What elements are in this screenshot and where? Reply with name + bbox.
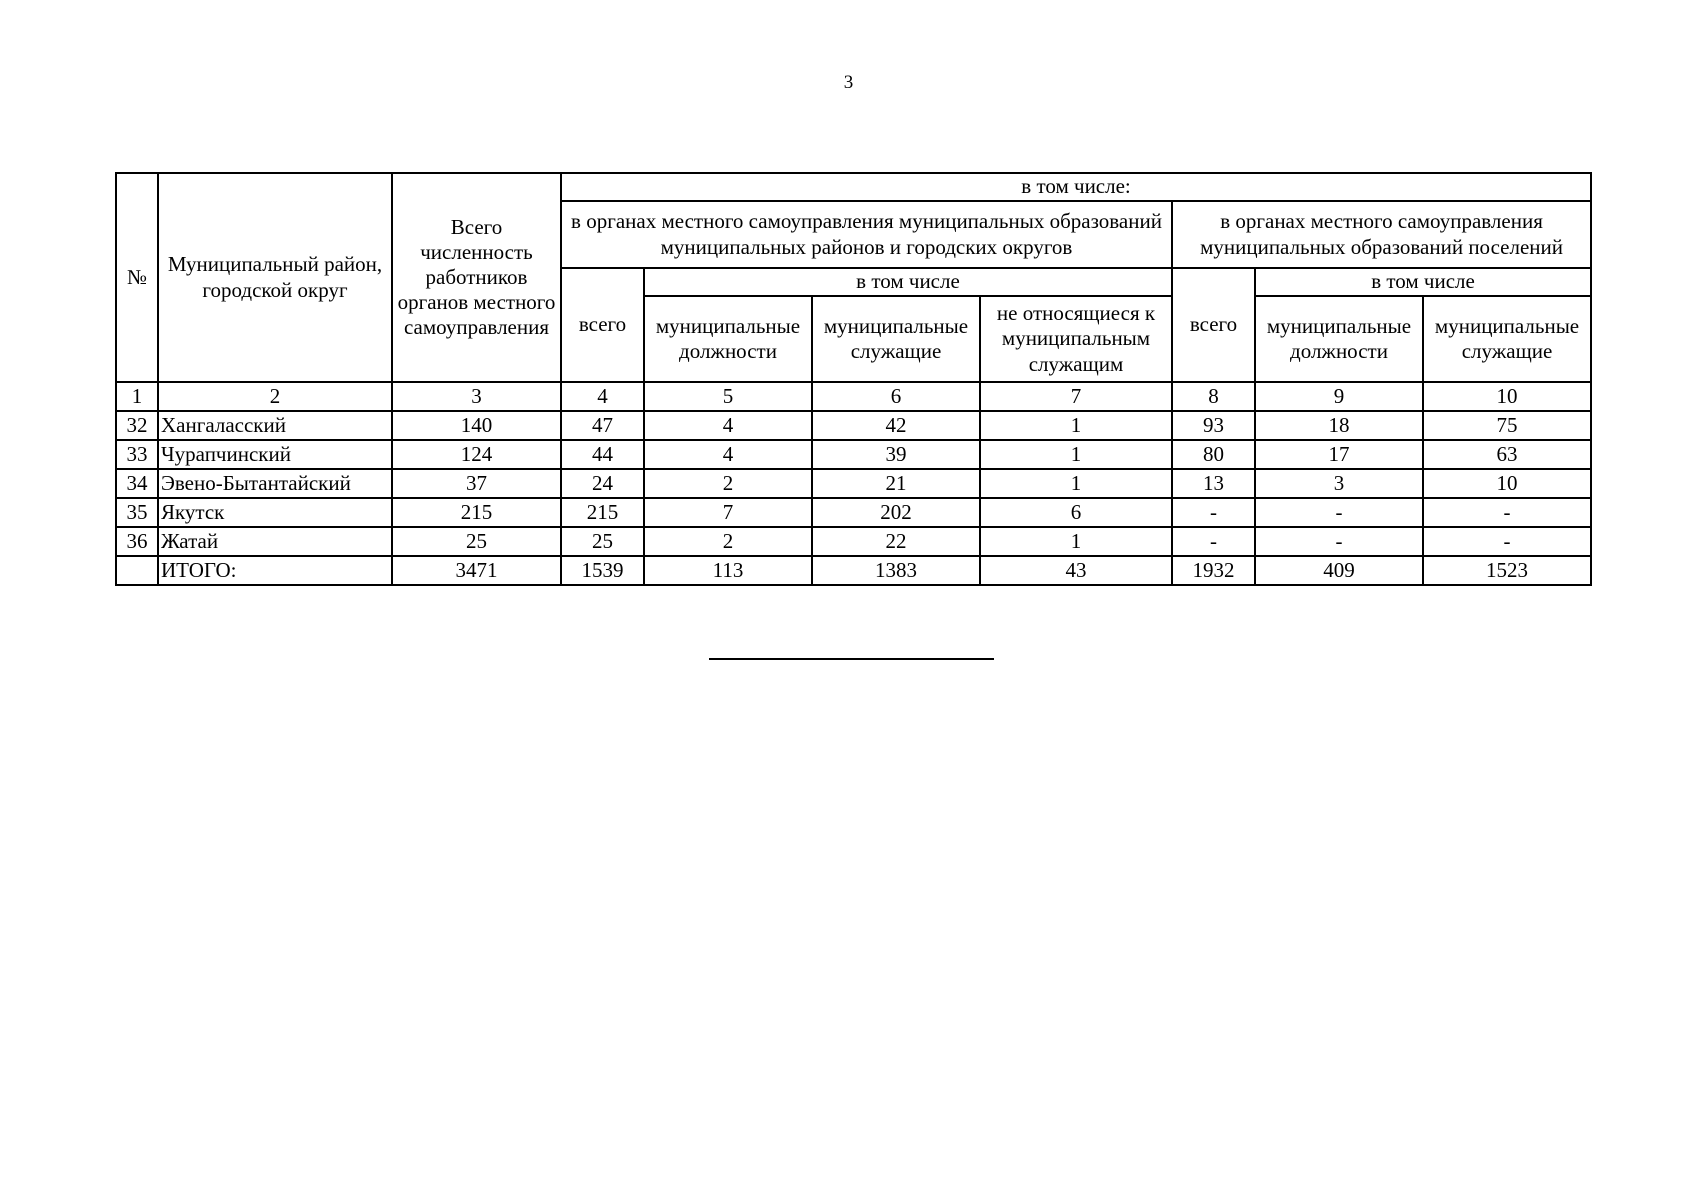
header-total-district: всего	[561, 268, 644, 382]
row-number: 35	[116, 498, 158, 527]
column-number: 1	[116, 382, 158, 411]
cell-mun-positions-settlement: 18	[1255, 411, 1423, 440]
total-label: ИТОГО:	[158, 556, 392, 585]
cell-total-settlement: -	[1172, 498, 1255, 527]
cell-total-staff: 140	[392, 411, 561, 440]
total-row	[116, 556, 1591, 585]
cell-mun-servants-district: 202	[812, 498, 980, 527]
header-mun-servants-district: муниципальные служащие	[812, 296, 980, 382]
cell-mun-servants-district: 39	[812, 440, 980, 469]
cell-mun-servants-district: 1383	[812, 556, 980, 585]
cell-total-district: 24	[561, 469, 644, 498]
cell-total-staff: 124	[392, 440, 561, 469]
cell-total-district: 47	[561, 411, 644, 440]
cell-mun-servants-settlement: -	[1423, 527, 1591, 556]
district-name: Эвено-Бытантайский	[158, 469, 392, 498]
cell-total-settlement: 93	[1172, 411, 1255, 440]
cell-total-settlement: 1932	[1172, 556, 1255, 585]
cell-total-settlement: 80	[1172, 440, 1255, 469]
cell-mun-servants-district: 22	[812, 527, 980, 556]
cell-mun-positions-settlement: -	[1255, 527, 1423, 556]
cell-total-district: 44	[561, 440, 644, 469]
table-header	[116, 173, 1591, 382]
row-number: 33	[116, 440, 158, 469]
cell-total-district: 25	[561, 527, 644, 556]
district-name: Якутск	[158, 498, 392, 527]
row-number: 36	[116, 527, 158, 556]
cell-mun-positions-settlement: -	[1255, 498, 1423, 527]
cell-not-servants: 1	[980, 411, 1172, 440]
column-number: 8	[1172, 382, 1255, 411]
header-including: в том числе:	[561, 173, 1591, 201]
staff-table	[115, 172, 1592, 586]
column-number: 2	[158, 382, 392, 411]
cell-mun-servants-settlement: 75	[1423, 411, 1591, 440]
column-number-row	[116, 382, 1591, 411]
table-body	[116, 382, 1591, 585]
header-not-servants: не относящиеся к муниципальным служащим	[980, 296, 1172, 382]
district-name: Хангаласский	[158, 411, 392, 440]
cell-mun-servants-district: 21	[812, 469, 980, 498]
column-number: 6	[812, 382, 980, 411]
cell-total-staff: 37	[392, 469, 561, 498]
table-row	[116, 498, 1591, 527]
row-number	[116, 556, 158, 585]
header-group-district: в органах местного самоуправления муниципальных образований муниципальных районов и городских округов	[561, 201, 1172, 268]
header-sub-including-settlement: в том числе	[1255, 268, 1591, 296]
cell-mun-positions-district: 2	[644, 527, 812, 556]
cell-mun-positions-settlement: 3	[1255, 469, 1423, 498]
table-row	[116, 469, 1591, 498]
column-number: 9	[1255, 382, 1423, 411]
cell-mun-positions-district: 7	[644, 498, 812, 527]
header-district: Муниципальный район, городской округ	[158, 173, 392, 382]
cell-mun-servants-district: 42	[812, 411, 980, 440]
cell-total-staff: 215	[392, 498, 561, 527]
cell-mun-positions-district: 4	[644, 411, 812, 440]
header-mun-servants-settlement: муниципальные служащие	[1423, 296, 1591, 382]
cell-mun-positions-district: 113	[644, 556, 812, 585]
column-number: 7	[980, 382, 1172, 411]
cell-not-servants: 1	[980, 469, 1172, 498]
cell-mun-servants-settlement: 10	[1423, 469, 1591, 498]
cell-not-servants: 1	[980, 440, 1172, 469]
column-number: 3	[392, 382, 561, 411]
header-group-settlement: в органах местного самоуправления муниципальных образований поселений	[1172, 201, 1591, 268]
cell-mun-positions-settlement: 409	[1255, 556, 1423, 585]
row-number: 34	[116, 469, 158, 498]
header-total-settlement: всего	[1172, 268, 1255, 382]
table-row	[116, 527, 1591, 556]
row-number: 32	[116, 411, 158, 440]
cell-mun-servants-settlement: -	[1423, 498, 1591, 527]
cell-total-settlement: 13	[1172, 469, 1255, 498]
cell-total-district: 215	[561, 498, 644, 527]
cell-total-staff: 25	[392, 527, 561, 556]
table-row	[116, 411, 1591, 440]
cell-mun-servants-settlement: 1523	[1423, 556, 1591, 585]
column-number: 10	[1423, 382, 1591, 411]
cell-not-servants: 1	[980, 527, 1172, 556]
header-no: №	[116, 173, 158, 382]
district-name: Чурапчинский	[158, 440, 392, 469]
column-number: 5	[644, 382, 812, 411]
table-row	[116, 440, 1591, 469]
page-number: 3	[843, 72, 854, 93]
header-mun-positions-district: муниципальные должности	[644, 296, 812, 382]
column-number: 4	[561, 382, 644, 411]
cell-not-servants: 43	[980, 556, 1172, 585]
cell-mun-positions-district: 2	[644, 469, 812, 498]
cell-total-settlement: -	[1172, 527, 1255, 556]
cell-total-staff: 3471	[392, 556, 561, 585]
header-total-staff: Всего численность работников органов местного самоуправления	[392, 173, 561, 382]
header-sub-including-district: в том числе	[644, 268, 1172, 296]
cell-mun-positions-settlement: 17	[1255, 440, 1423, 469]
district-name: Жатай	[158, 527, 392, 556]
cell-mun-positions-district: 4	[644, 440, 812, 469]
cell-total-district: 1539	[561, 556, 644, 585]
cell-mun-servants-settlement: 63	[1423, 440, 1591, 469]
closing-rule	[709, 658, 994, 660]
header-mun-positions-settlement: муниципальные должности	[1255, 296, 1423, 382]
cell-not-servants: 6	[980, 498, 1172, 527]
